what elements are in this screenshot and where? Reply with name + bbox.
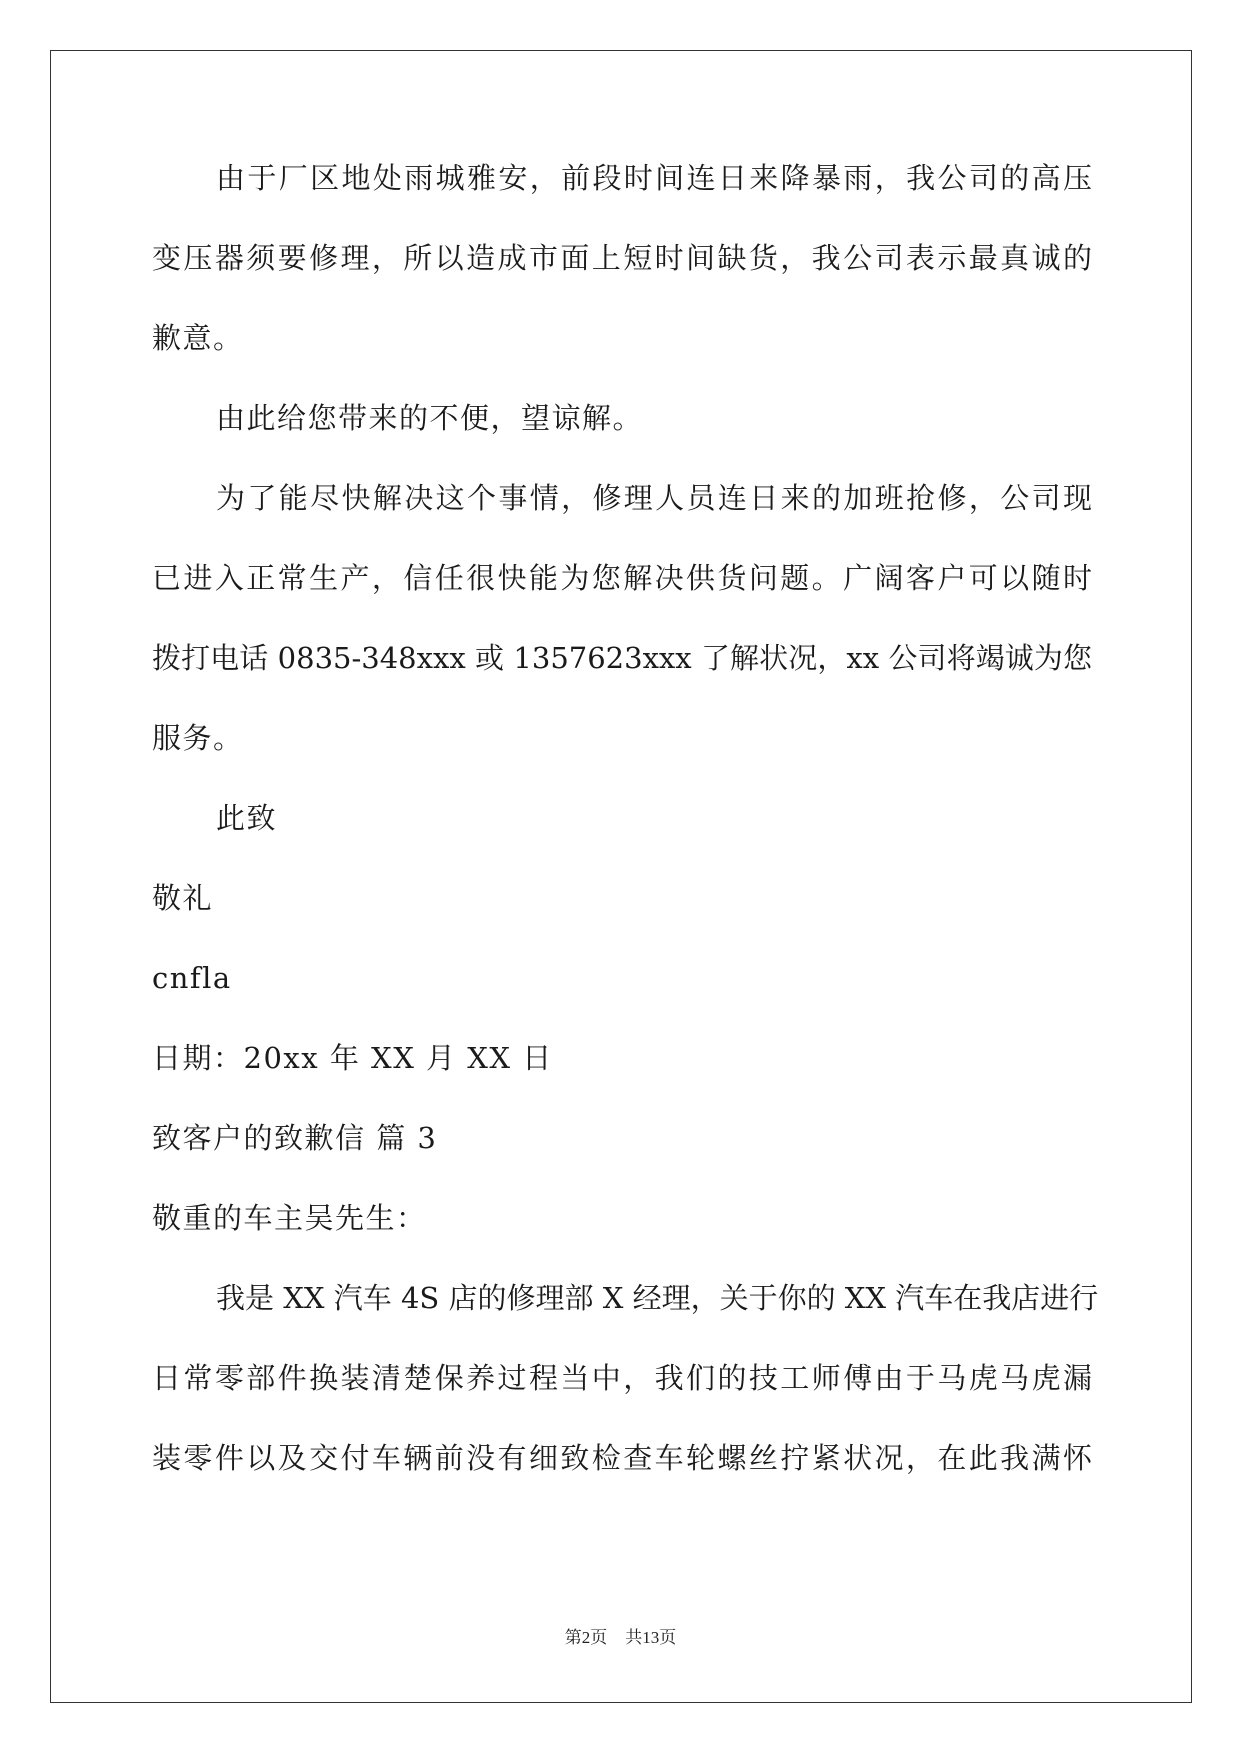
paragraph-line: 服务。	[152, 721, 244, 755]
paragraph-line: 拨打电话 0835-348xxx 或 1357623xxx 了解状况，xx 公司将竭诚为您	[152, 641, 1092, 675]
paragraph-line: 为了能尽快解决这个事情，修理人员连日来的加班抢修，公司现	[216, 481, 1092, 515]
paragraph-line: 由此给您带来的不便，望谅解。	[216, 401, 644, 435]
paragraph-line: 由于厂区地处雨城雅安，前段时间连日来降暴雨，我公司的高压	[216, 161, 1092, 195]
page-footer	[0, 1627, 1241, 1649]
page-number: 2	[581, 1628, 591, 1647]
footer-total-prefix: 共	[625, 1628, 643, 1648]
paragraph-line: 歉意。	[152, 321, 244, 355]
total-pages: 13	[642, 1628, 660, 1647]
greeting: 敬重的车主吴先生：	[152, 1201, 427, 1235]
signature: cnfla	[152, 961, 232, 995]
footer-page-suffix: 页	[590, 1628, 608, 1648]
closing-salutation: 此致	[216, 801, 278, 835]
paragraph-line: 我是 XX 汽车 4S 店的修理部 X 经理，关于你的 XX 汽车在我店进行	[216, 1281, 1099, 1315]
footer-total-suffix: 页	[659, 1628, 677, 1648]
paragraph-line: 装零件以及交付车辆前没有细致检查车轮螺丝拧紧状况，在此我满怀	[152, 1441, 1092, 1475]
section-heading: 致客户的致歉信 篇 3	[152, 1121, 438, 1155]
paragraph-line: 变压器须要修理，所以造成市面上短时间缺货，我公司表示最真诚的	[152, 241, 1092, 275]
paragraph-line: 已进入正常生产，信任很快能为您解决供货问题。广阔客户可以随时	[152, 561, 1092, 595]
footer-prefix: 第	[564, 1628, 582, 1648]
paragraph-line: 日常零部件换装清楚保养过程当中，我们的技工师傅由于马虎马虎漏	[152, 1361, 1092, 1395]
closing-regards: 敬礼	[152, 881, 214, 915]
date-line: 日期：20xx 年 XX 月 XX 日	[152, 1041, 553, 1075]
